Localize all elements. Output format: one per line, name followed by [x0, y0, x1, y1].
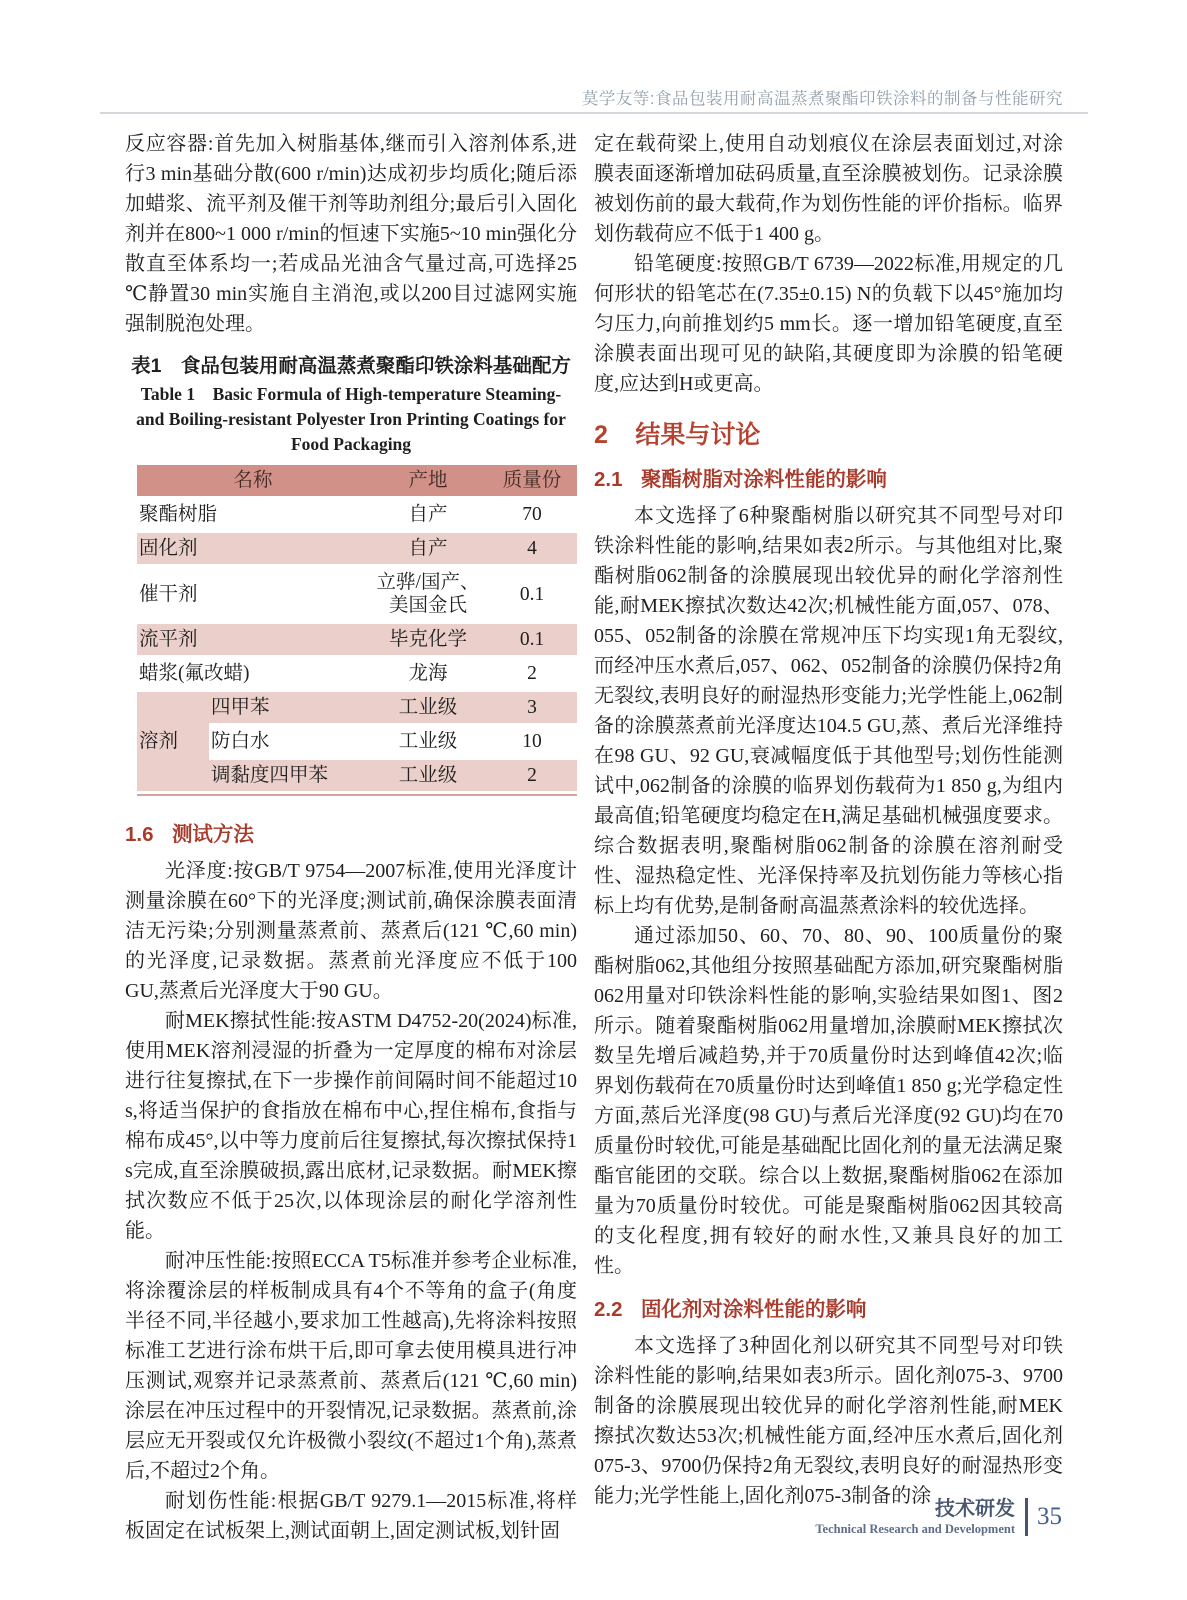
col-header-name: 名称 — [137, 465, 369, 499]
header-rule — [100, 112, 1088, 114]
page-footer — [815, 1497, 1062, 1537]
table-row: 固化剂 自产 4 — [137, 533, 577, 567]
table-row: 流平剂 毕克化学 0.1 — [137, 624, 577, 658]
section-number: 2.1 — [594, 468, 623, 491]
paragraph-2-1-a: 本文选择了6种聚酯树脂以研究其不同型号对印铁涂料性能的影响,结果如表2所示。与其他组对比,聚酯树脂062制备的涂膜展现出较优异的耐化学溶剂性能,耐MEK擦拭次数达42次;机械性能方面,057、078、055、052制备的涂膜在常规冲压下均实现1角无裂纹,而经冲压水煮后,057、062、052制备的涂膜仍保持2角无裂纹,表明良好的耐湿热形变能力;光学性能上,062制备的涂膜蒸煮前光泽度达104.5 GU,蒸、煮后光泽维持在98 GU、92 GU,衰减幅度低于其他型号;划伤性能测试中,062制备的涂膜的临界划伤载荷为1 850 g,为组内最高值;铅笔硬度均稳定在H,满足基础机械强度要求。综合数据表明,聚酯树脂062制备的涂膜在溶剂耐受性、湿热稳定性、光泽保持率及抗划伤能力等核心指标上均有优势,是制备耐高温蒸煮涂料的较优选择。 — [594, 505, 1063, 917]
paragraph-stamping: 耐冲压性能:按照ECCA T5标准并参考企业标准,将涂覆涂层的样板制成具有4个不等角的盒子(角度半径不同,半径越小,要求加工性越高),先将涂料按照标准工艺进行涂布烘干后,即可拿去使用模具进行冲压测试,观察并记录蒸煮前、蒸煮后(121 ℃,60 min)涂层在冲压过程中的开裂情况,记录数据。蒸煮前,涂层应无开裂或仅允许极微小裂纹(不超过1个角),蒸煮后,不超过2个角。 — [125, 1250, 577, 1482]
solvent-group-label: 溶剂 — [137, 692, 209, 794]
table1-title-en: Table 1 Basic Formula of High-temperature Steaming- and Boiling-resistant Polyester Iron Printing Coatings for Food Packaging — [136, 384, 566, 454]
section-title: 固化剂对涂料性能的影响 — [640, 1298, 867, 1321]
section-heading-2-2 — [594, 1297, 1063, 1323]
paragraph-reactor: 反应容器:首先加入树脂基体,继而引入溶剂体系,进行3 min基础分散(600 r/min)达成初步均质化;随后添加蜡浆、流平剂及催干剂等助剂组分;最后引入固化剂并在800~1 000 r/min的恒速下实施5~10 min强化分散直至体系均一;若成品光油含气量过高,可选择25 ℃静置30 min实施自主消泡,或以200目过滤网实施强制脱泡处理。 — [125, 133, 577, 335]
table-row-solvent: 调黏度四甲苯 工业级 2 — [137, 760, 577, 794]
paragraph-2-2: 本文选择了3种固化剂以研究其不同型号对印铁涂料性能的影响,结果如表3所示。固化剂075-3、9700制备的涂膜展现出较优异的耐化学溶剂性能,耐MEK擦拭次数达53次;机械性能方面,经冲压水煮后,固化剂075-3、9700仍保持2角无裂纹,表明良好的耐湿热形变能力;光学性能上,固化剂075-3制备的涂 — [594, 1335, 1063, 1507]
table1-header-row — [137, 465, 577, 499]
section-number: 2.2 — [594, 1298, 623, 1321]
paragraph-2-1-b: 通过添加50、60、70、80、90、100质量份的聚酯树脂062,其他组分按照基础配方添加,研究聚酯树脂062用量对印铁涂料性能的影响,实验结果如图1、图2所示。随着聚酯树脂062用量增加,涂膜耐MEK擦拭次数呈先增后减趋势,并于70质量份时达到峰值42次;临界划伤载荷在70质量份时达到峰值1 850 g;光学稳定性方面,蒸后光泽度(98 GU)与煮后光泽度(92 GU)均在70质量份时较优,可能是基础配比固化剂的量无法满足聚酯官能团的交联。综合以上数据,聚酯树脂062在添加量为70质量份时较优。可能是聚酯树脂062因其较高的支化程度,拥有较好的耐水性,又兼具良好的加工性。 — [594, 925, 1063, 1277]
col-header-producer: 产地 — [369, 465, 487, 499]
paragraph-gloss: 光泽度:按GB/T 9754—2007标准,使用光泽度计测量涂膜在60°下的光泽度;测试前,确保涂膜表面清洁无污染;分别测量蒸煮前、蒸煮后(121 ℃,60 min)的光泽度,记录数据。蒸煮前光泽度应不低于100 GU,蒸煮后光泽度大于90 GU。 — [125, 860, 577, 1002]
section-title: 结果与讨论 — [635, 421, 761, 449]
paragraph-pencil-hardness: 铅笔硬度:按照GB/T 6739—2022标准,用规定的几何形状的铅笔芯在(7.35±0.15) N的负载下以45°施加均匀压力,向前推划约5 mm长。逐一增加铅笔硬度,直至涂膜表面出现可见的缺陷,其硬度即为涂膜的铅笔硬度,应达到H或更高。 — [594, 253, 1063, 395]
section-heading-2-1 — [594, 467, 1063, 493]
paragraph-mek: 耐MEK擦拭性能:按ASTM D4752-20(2024)标准,使用MEK溶剂浸湿的折叠为一定厚度的棉布对涂层进行往复擦拭,在下一步操作前间隔时间不能超过10 s,将适当保护的食指放在棉布中心,捏住棉布,食指与棉布成45°,以中等力度前后往复擦拭,每次擦拭保持1 s完成,直至涂膜破损,露出底材,记录数据。耐MEK擦拭次数应不低于25次,以体现涂层的耐化学溶剂性能。 — [125, 1010, 577, 1242]
table1-title-zh: 表1 食品包装用耐高温蒸煮聚酯印铁涂料基础配方 — [131, 355, 571, 377]
running-head: 莫学友等:食品包装用耐高温蒸煮聚酯印铁涂料的制备与性能研究 — [581, 90, 1063, 108]
column-right — [594, 129, 1063, 1511]
paragraph-scratch: 耐划伤性能:根据GB/T 9279.1—2015标准,将样板固定在试板架上,测试面朝上,固定测试板,划针固 — [125, 1490, 577, 1542]
footer-label-zh: 技术研发 — [935, 1498, 1015, 1520]
section-title: 测试方法 — [171, 823, 254, 846]
col-header-amount: 质量份 — [487, 465, 577, 499]
section-heading-2 — [594, 419, 1063, 451]
table1-formula — [137, 465, 577, 796]
section-title: 聚酯树脂对涂料性能的影响 — [640, 468, 887, 491]
section-heading-1-6 — [125, 822, 577, 848]
footer-section-label — [815, 1497, 1025, 1537]
page-number: 35 — [1037, 1503, 1062, 1530]
paragraph-scratch-continued: 定在载荷梁上,使用自动划痕仪在涂层表面划过,对涂膜表面逐渐增加砝码质量,直至涂膜被划伤。记录涂膜被划伤前的最大载荷,作为划伤性能的评价指标。临界划伤载荷应不低于1 400 g。 — [594, 133, 1063, 245]
table-row: 蜡浆(氟改蜡) 龙海 2 — [137, 658, 577, 692]
table-row-solvent: 防白水 工业级 10 — [137, 726, 577, 760]
table-row-solvent: 溶剂 四甲苯 工业级 3 — [137, 692, 577, 726]
column-left — [125, 129, 577, 1546]
table-row: 催干剂 立骅/国产、美国金氏 0.1 — [137, 567, 577, 624]
footer-label-en: Technical Research and Development — [815, 1522, 1015, 1536]
section-number: 2 — [594, 421, 608, 449]
section-number: 1.6 — [125, 823, 154, 846]
table-row: 聚酯树脂 自产 70 — [137, 499, 577, 533]
